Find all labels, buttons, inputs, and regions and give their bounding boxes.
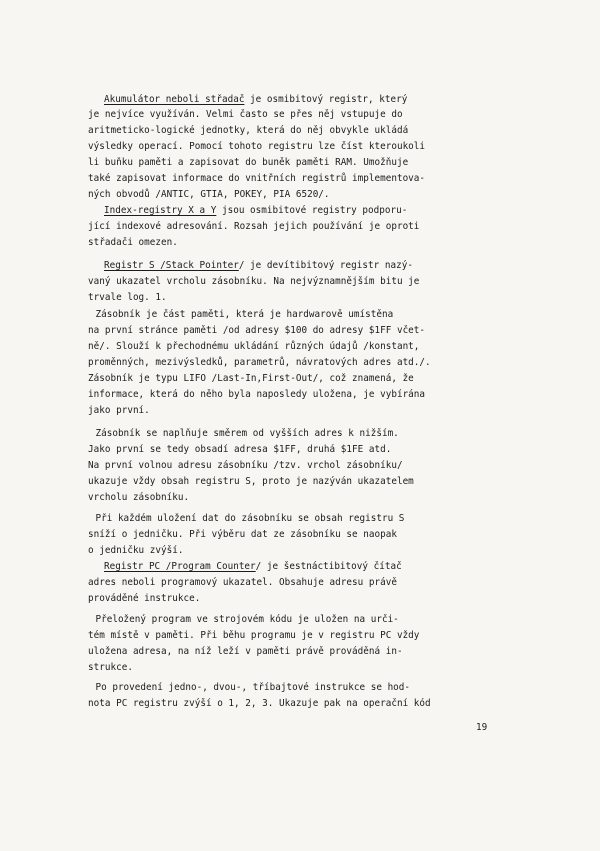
paragraph-line: o jedničku zvýší.	[88, 545, 184, 556]
paragraph-line: výsledky operací. Pomocí tohoto registru lze číst kteroukoli	[88, 141, 426, 152]
paragraph-line: vaný ukazatel vrcholu zásobníku. Na nejvýznamnějším bitu je	[88, 276, 420, 287]
term-program-counter: Registr PC /Program Counter	[104, 561, 256, 572]
page-number: 19	[476, 722, 488, 733]
paragraph-line: Na první volnou adresu zásobníku /tzv. vrchol zásobníku/	[88, 460, 403, 471]
text-fragment: jsou osmibitové registry podporu-	[216, 205, 408, 216]
term-accumulator: Akumulátor neboli střadač	[104, 94, 245, 105]
paragraph-line: uložena adresa, na níž leží v paměti právě prováděná in-	[88, 646, 403, 657]
paragraph-line: Přeložený program ve strojovém kódu je uložen na urči-	[73, 614, 399, 625]
paragraph-line: Jako první se tedy obsadí adresa $1FF, druhá $1FE atd.	[88, 444, 392, 455]
paragraph-line: adres neboli programový ukazatel. Obsahuje adresu právě	[88, 577, 397, 588]
paragraph-line: nota PC registru zvýší o 1, 2, 3. Ukazuje pak na operační kód	[88, 698, 431, 709]
paragraph-line: trvale log. 1.	[88, 292, 167, 303]
paragraph-line: Zásobník je část paměti, která je hardwarově umístěna	[73, 309, 394, 320]
paragraph-line: ných obvodů /ANTIC, GTIA, POKEY, PIA 6520/.	[88, 189, 330, 200]
paragraph-line: Po provedení jedno-, dvou-, tříbajtové instrukce se hod-	[73, 682, 411, 693]
paragraph-line: li buňku paměti a zapisovat do buněk paměti RAM. Umožňuje	[88, 157, 409, 168]
paragraph-line: aritmeticko-logické jednotky, která do něj obvykle ukládá	[88, 125, 409, 136]
term-index-registers: Index-registry X a Y	[104, 205, 217, 216]
paragraph-line: prováděné instrukce.	[88, 593, 201, 604]
paragraph-line: jící indexové adresování. Rozsah jejich používání je oproti	[88, 221, 420, 232]
paragraph-line: střadači omezen.	[88, 237, 178, 248]
paragraph-line: Zásobník je typu LIFO /Last-In,First-Out/, což znamená, že	[88, 373, 414, 384]
paragraph-line: sníží o jedničku. Při výběru dat ze zásobníku se naopak	[88, 529, 397, 540]
paragraph-line: vrcholu zásobníku.	[88, 492, 190, 503]
paragraph-line: ně/. Slouží k přechodnému ukládání různých údajů /konstant,	[88, 341, 420, 352]
paragraph-line: proměnných, mezivýsledků, parametrů, návratových adres atd./.	[88, 357, 431, 368]
paragraph-line: je nejvíce využíván. Velmi často se přes něj vstupuje do	[88, 109, 403, 120]
paragraph-line: Při každém uložení dat do zásobníku se obsah registru S	[73, 513, 405, 524]
term-stack-pointer: Registr S /Stack Pointer	[104, 260, 239, 271]
paragraph-line: také zapisovat informace do vnitřních registrů implementova-	[88, 173, 426, 184]
paragraph-line	[104, 560, 402, 574]
paragraph-line: na první stránce paměti /od adresy $100 do adresy $1FF včet-	[88, 325, 426, 336]
paragraph-line: ukazuje vždy obsah registru S, proto je nazýván ukazatelem	[88, 476, 414, 487]
paragraph-line: strukce.	[88, 662, 133, 673]
paragraph-line	[104, 204, 407, 218]
text-fragment: je osmibitový registr, který	[244, 94, 408, 105]
paragraph-line: jako první.	[88, 405, 150, 416]
text-fragment: / je devítibitový registr nazý-	[238, 260, 413, 271]
text-fragment: / je šestnáctibitový čítač	[255, 561, 402, 572]
paragraph-line: Zásobník se naplňuje směrem od vyšších adres k nižším.	[73, 428, 399, 439]
paragraph-line	[104, 93, 407, 107]
paragraph-line: tém místě v paměti. Při běhu programu je v registru PC vždy	[88, 630, 420, 641]
paragraph-line: informace, která do něho byla naposledy uložena, je vybírána	[88, 389, 426, 400]
paragraph-line	[104, 259, 413, 273]
